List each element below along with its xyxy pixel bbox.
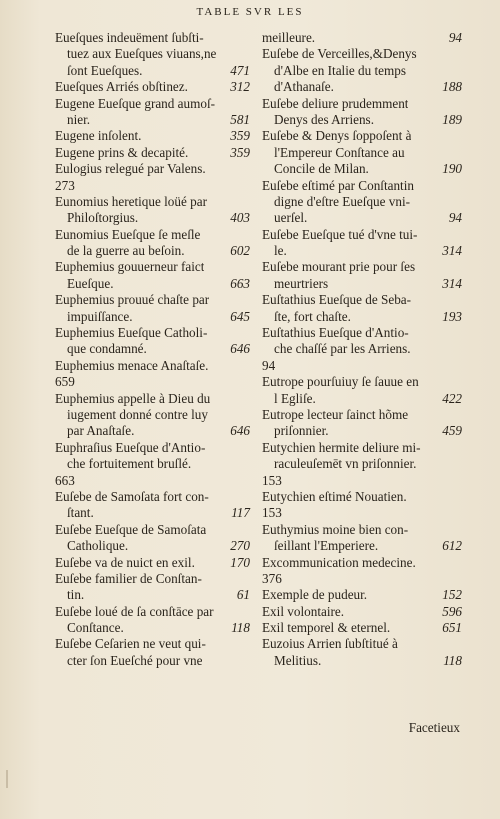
entry-line xyxy=(55,79,250,95)
index-column-right xyxy=(262,30,462,669)
entry-text: Euphemius Eueſque Catholi- xyxy=(55,325,208,341)
entry-text: Euſebe familier de Conſtan- xyxy=(55,570,202,586)
entry-text: Eutrope lecteur ſainct hõme xyxy=(262,406,409,422)
page-number: 651 xyxy=(442,620,462,636)
entry-text: ſont Eueſques. xyxy=(67,62,143,78)
entry-text: digne d'eſtre Eueſque vni- xyxy=(274,193,411,209)
entry-line xyxy=(262,555,462,571)
index-entry xyxy=(262,440,462,473)
index-entry xyxy=(55,636,250,669)
entry-line xyxy=(55,276,250,292)
index-entry xyxy=(55,555,250,571)
index-entry xyxy=(262,128,462,177)
entry-text: Euphemius menace Anaſtaſe. xyxy=(55,357,209,373)
entry-line xyxy=(55,505,250,521)
index-entry xyxy=(55,391,250,440)
entry-line xyxy=(262,620,462,636)
index-column-left xyxy=(55,30,250,669)
entry-line xyxy=(262,96,462,112)
entry-line xyxy=(55,112,250,128)
entry-line xyxy=(262,587,462,603)
page-number: 118 xyxy=(443,652,462,668)
entry-text: Concile de Milan. xyxy=(274,161,369,177)
entry-line xyxy=(55,473,250,489)
entry-text: Euſebe de Verceilles,&Denys xyxy=(262,46,417,62)
entry-text: Eueſque. xyxy=(67,275,114,291)
entry-text: Euphemius gouuerneur faict xyxy=(55,259,205,275)
entry-text: d'Athanaſe. xyxy=(274,79,334,95)
entry-line xyxy=(262,210,462,226)
index-entry xyxy=(55,96,250,129)
page-number: 663 xyxy=(230,275,250,291)
entry-text: Euſebe va de nuict en exil. xyxy=(55,554,195,570)
entry-line xyxy=(262,407,462,423)
page-number: 459 xyxy=(442,423,462,439)
entry-line xyxy=(55,46,250,62)
entry-text: Exil volontaire. xyxy=(262,603,345,619)
page-number: 61 xyxy=(236,587,250,603)
index-entry xyxy=(55,522,250,555)
entry-line xyxy=(55,604,250,620)
entry-line xyxy=(262,292,462,308)
entry-line xyxy=(55,636,250,652)
index-entry xyxy=(55,358,250,374)
entry-text: par Anaſtaſe. xyxy=(67,423,135,439)
entry-line xyxy=(55,292,250,308)
entry-line xyxy=(262,259,462,275)
entry-line xyxy=(262,30,462,46)
entry-text: 273 xyxy=(55,177,75,193)
entry-line xyxy=(262,358,462,374)
page-number: 190 xyxy=(442,161,462,177)
index-entry xyxy=(55,571,250,604)
page-number: 359 xyxy=(230,144,250,160)
catchword: Facetieux xyxy=(408,720,460,735)
page-number: 602 xyxy=(230,243,250,259)
page-number: 189 xyxy=(442,111,462,127)
index-entry xyxy=(262,604,462,620)
entry-line xyxy=(262,473,462,489)
entry-line xyxy=(55,227,250,243)
entry-text: Euphraſius Eueſque d'Antio- xyxy=(55,439,206,455)
page-number: 314 xyxy=(442,275,462,291)
index-entry xyxy=(262,555,462,571)
entry-text: Euphemius prouué chaſte par xyxy=(55,292,210,308)
entry-text: Eugene Eueſque grand aumoſ- xyxy=(55,95,216,111)
entry-line xyxy=(262,653,462,669)
entry-line xyxy=(262,79,462,95)
page-number: 646 xyxy=(230,341,250,357)
page-number: 170 xyxy=(230,554,250,570)
index-entry xyxy=(262,259,462,292)
index-entry xyxy=(262,30,462,46)
entry-text: Eugene inſolent. xyxy=(55,128,142,144)
index-entry xyxy=(262,522,462,555)
page-number: 612 xyxy=(442,538,462,554)
entry-line xyxy=(55,178,250,194)
entry-line xyxy=(55,63,250,79)
index-entry xyxy=(55,489,250,522)
entry-text: 659 xyxy=(55,374,75,390)
entry-line xyxy=(55,620,250,636)
page-number: 581 xyxy=(230,111,250,127)
entry-text: Euthymius moine bien con- xyxy=(262,521,409,537)
entry-line xyxy=(262,46,462,62)
entry-text: Exemple de pudeur. xyxy=(262,587,368,603)
entry-line xyxy=(262,161,462,177)
entry-line xyxy=(55,440,250,456)
entry-line xyxy=(55,309,250,325)
entry-text: 153 xyxy=(262,472,282,488)
entry-text: Euſebe Ceſarien ne veut qui- xyxy=(55,636,206,652)
entry-text: Eunomius Eueſque ſe meſle xyxy=(55,226,201,242)
entry-text: Euphemius appelle à Dieu du xyxy=(55,390,211,406)
entry-text: che chaſſé par les Arriens. xyxy=(274,341,411,357)
page-number: 645 xyxy=(230,308,250,324)
entry-text: impuiſſance. xyxy=(67,308,133,324)
entry-text: Euſtathius Eueſque de Seba- xyxy=(262,292,412,308)
entry-text: Eulogius relegué par Valens. xyxy=(55,161,206,177)
entry-line xyxy=(262,489,462,505)
entry-text: nier. xyxy=(67,111,91,127)
entry-text: Eutrope pourſuiuy ſe ſauue en xyxy=(262,374,419,390)
entry-line xyxy=(262,243,462,259)
index-entry xyxy=(262,407,462,440)
index-entry xyxy=(262,325,462,358)
entry-text: Eunomius heretique loüé par xyxy=(55,193,207,209)
entry-line xyxy=(55,128,250,144)
entry-text: Euſtathius Eueſque d'Antio- xyxy=(262,325,409,341)
page-number: 471 xyxy=(230,62,250,78)
index-entry xyxy=(55,128,250,144)
entry-line xyxy=(55,194,250,210)
page-number: 94 xyxy=(448,210,462,226)
entry-text: Exil temporel & eternel. xyxy=(262,620,391,636)
index-entry xyxy=(55,259,250,292)
entry-text: Eueſques indeuëment ſubſti- xyxy=(55,30,204,45)
entry-text: de la guerre au beſoin. xyxy=(67,243,185,259)
entry-text: priſonnier. xyxy=(274,423,329,439)
entry-line xyxy=(55,555,250,571)
entry-text: che fortuitement bruſlé. xyxy=(67,456,192,472)
entry-line xyxy=(55,374,250,390)
entry-line xyxy=(262,571,462,587)
entry-text: Eutychien eſtimé Nouatien. xyxy=(262,488,407,504)
entry-text: ſtant. xyxy=(67,505,94,521)
entry-line xyxy=(55,259,250,275)
entry-line xyxy=(262,194,462,210)
entry-line xyxy=(262,145,462,161)
index-entry xyxy=(262,46,462,95)
entry-line xyxy=(262,325,462,341)
index-entry xyxy=(55,440,250,473)
entry-text: Euſebe & Denys ſoppoſent à xyxy=(262,128,412,144)
entry-text: Euſebe mourant prie pour ſes xyxy=(262,259,416,275)
index-entry xyxy=(55,604,250,637)
entry-text: 663 xyxy=(55,472,75,488)
page-number: 188 xyxy=(442,79,462,95)
entry-line xyxy=(55,587,250,603)
index-entry xyxy=(55,145,250,161)
page-number: 646 xyxy=(230,423,250,439)
index-entry xyxy=(262,358,462,374)
entry-text: Euſebe Eueſque de Samoſata xyxy=(55,521,207,537)
entry-line xyxy=(55,358,250,374)
entry-text: Euzoius Arrien ſubſtitué à xyxy=(262,636,398,652)
page-number: 596 xyxy=(442,603,462,619)
page-number: 312 xyxy=(230,79,250,95)
page-number: 314 xyxy=(442,243,462,259)
page-number: 422 xyxy=(442,390,462,406)
index-entry xyxy=(55,374,250,390)
index-entry xyxy=(55,178,250,194)
entry-line xyxy=(55,96,250,112)
entry-line xyxy=(55,145,250,161)
entry-line xyxy=(262,112,462,128)
entry-text: uerſel. xyxy=(274,210,308,226)
entry-text: l'Empereur Conſtance au xyxy=(274,144,405,160)
entry-line xyxy=(55,341,250,357)
entry-line xyxy=(55,325,250,341)
entry-text: Catholique. xyxy=(67,538,129,554)
entry-text: 153 xyxy=(262,505,282,521)
index-entry xyxy=(262,96,462,129)
index-entry xyxy=(262,489,462,505)
entry-line xyxy=(55,538,250,554)
entry-line xyxy=(55,30,250,46)
index-entry xyxy=(262,374,462,407)
entry-line xyxy=(262,538,462,554)
entry-line xyxy=(55,210,250,226)
entry-line xyxy=(262,309,462,325)
index-entry xyxy=(262,292,462,325)
entry-line xyxy=(262,604,462,620)
margin-mark xyxy=(6,770,8,788)
page-number: 403 xyxy=(230,210,250,226)
index-entry xyxy=(262,178,462,227)
index-entry xyxy=(55,161,250,177)
entry-line xyxy=(262,128,462,144)
page-number: 359 xyxy=(230,128,250,144)
entry-line xyxy=(55,456,250,472)
entry-line xyxy=(262,456,462,472)
entry-line xyxy=(55,407,250,423)
entry-text: cter ſon Eueſché pour vne xyxy=(67,652,203,668)
page-number: 118 xyxy=(231,620,250,636)
entry-text: Denys des Arriens. xyxy=(274,111,374,127)
index-entry xyxy=(55,292,250,325)
entry-text: meurtriers xyxy=(274,275,329,291)
entry-text: Euſebe eſtimé par Conſtantin xyxy=(262,177,414,193)
entry-line xyxy=(55,653,250,669)
entry-text: Euſebe deliure prudemment xyxy=(262,95,409,111)
entry-text: Eugene prins & decapité. xyxy=(55,144,189,160)
page-number: 117 xyxy=(231,505,250,521)
entry-line xyxy=(55,489,250,505)
entry-line xyxy=(262,341,462,357)
page-number: 152 xyxy=(442,587,462,603)
entry-line xyxy=(55,161,250,177)
entry-line xyxy=(262,505,462,521)
index-entry xyxy=(262,473,462,489)
entry-text: Melitius. xyxy=(274,652,322,668)
running-header: TABLE SVR LES xyxy=(196,6,304,18)
entry-line xyxy=(262,391,462,407)
entry-text: Euſebe de Samoſata fort con- xyxy=(55,488,209,504)
entry-text: tuez aux Eueſques viuans,ne xyxy=(67,46,217,62)
entry-text: d'Albe en Italie du temps xyxy=(274,62,407,78)
entry-text: Conſtance. xyxy=(67,620,124,636)
entry-line xyxy=(55,423,250,439)
entry-line xyxy=(262,374,462,390)
entry-text: iugement donné contre luy xyxy=(67,406,208,422)
entry-text: Euſebe loué de ſa conſtāce par xyxy=(55,603,214,619)
index-entry xyxy=(55,194,250,227)
entry-text: Philoſtorgius. xyxy=(67,210,139,226)
entry-line xyxy=(262,440,462,456)
entry-text: tin. xyxy=(67,587,85,603)
index-entry xyxy=(55,325,250,358)
entry-text: le. xyxy=(274,243,287,259)
entry-line xyxy=(262,423,462,439)
entry-text: ſeillant l'Emperiere. xyxy=(274,538,379,554)
entry-line xyxy=(55,522,250,538)
entry-text: 376 xyxy=(262,570,282,586)
index-entry xyxy=(262,227,462,260)
index-entry xyxy=(262,505,462,521)
entry-text: Eueſques Arriés obſtinez. xyxy=(55,79,188,95)
entry-text: meilleure. xyxy=(262,30,316,45)
entry-line xyxy=(262,227,462,243)
index-entry xyxy=(55,227,250,260)
index-entry xyxy=(262,587,462,603)
entry-line xyxy=(262,636,462,652)
index-entry xyxy=(262,571,462,587)
index-entry xyxy=(55,473,250,489)
entry-text: ſte, fort chaſte. xyxy=(274,308,351,324)
entry-text: Eutychien hermite deliure mi- xyxy=(262,439,421,455)
entry-line xyxy=(262,276,462,292)
index-entry xyxy=(55,30,250,79)
page-number: 94 xyxy=(448,30,462,45)
page-number: 270 xyxy=(230,538,250,554)
page-number: 193 xyxy=(442,308,462,324)
index-entry xyxy=(262,620,462,636)
entry-text: l Egliſe. xyxy=(274,390,316,406)
entry-text: 94 xyxy=(262,357,276,373)
entry-line xyxy=(262,522,462,538)
index-entry xyxy=(262,636,462,669)
index-entry xyxy=(55,79,250,95)
entry-text: Euſebe Eueſque tué d'vne tui- xyxy=(262,226,418,242)
entry-line xyxy=(55,391,250,407)
entry-text: Excommunication medecine. xyxy=(262,554,416,570)
entry-text: que condamné. xyxy=(67,341,147,357)
entry-text: raculeuſemēt vn priſonnier. xyxy=(274,456,417,472)
entry-line xyxy=(262,178,462,194)
entry-line xyxy=(55,243,250,259)
entry-line xyxy=(262,63,462,79)
entry-line xyxy=(55,571,250,587)
